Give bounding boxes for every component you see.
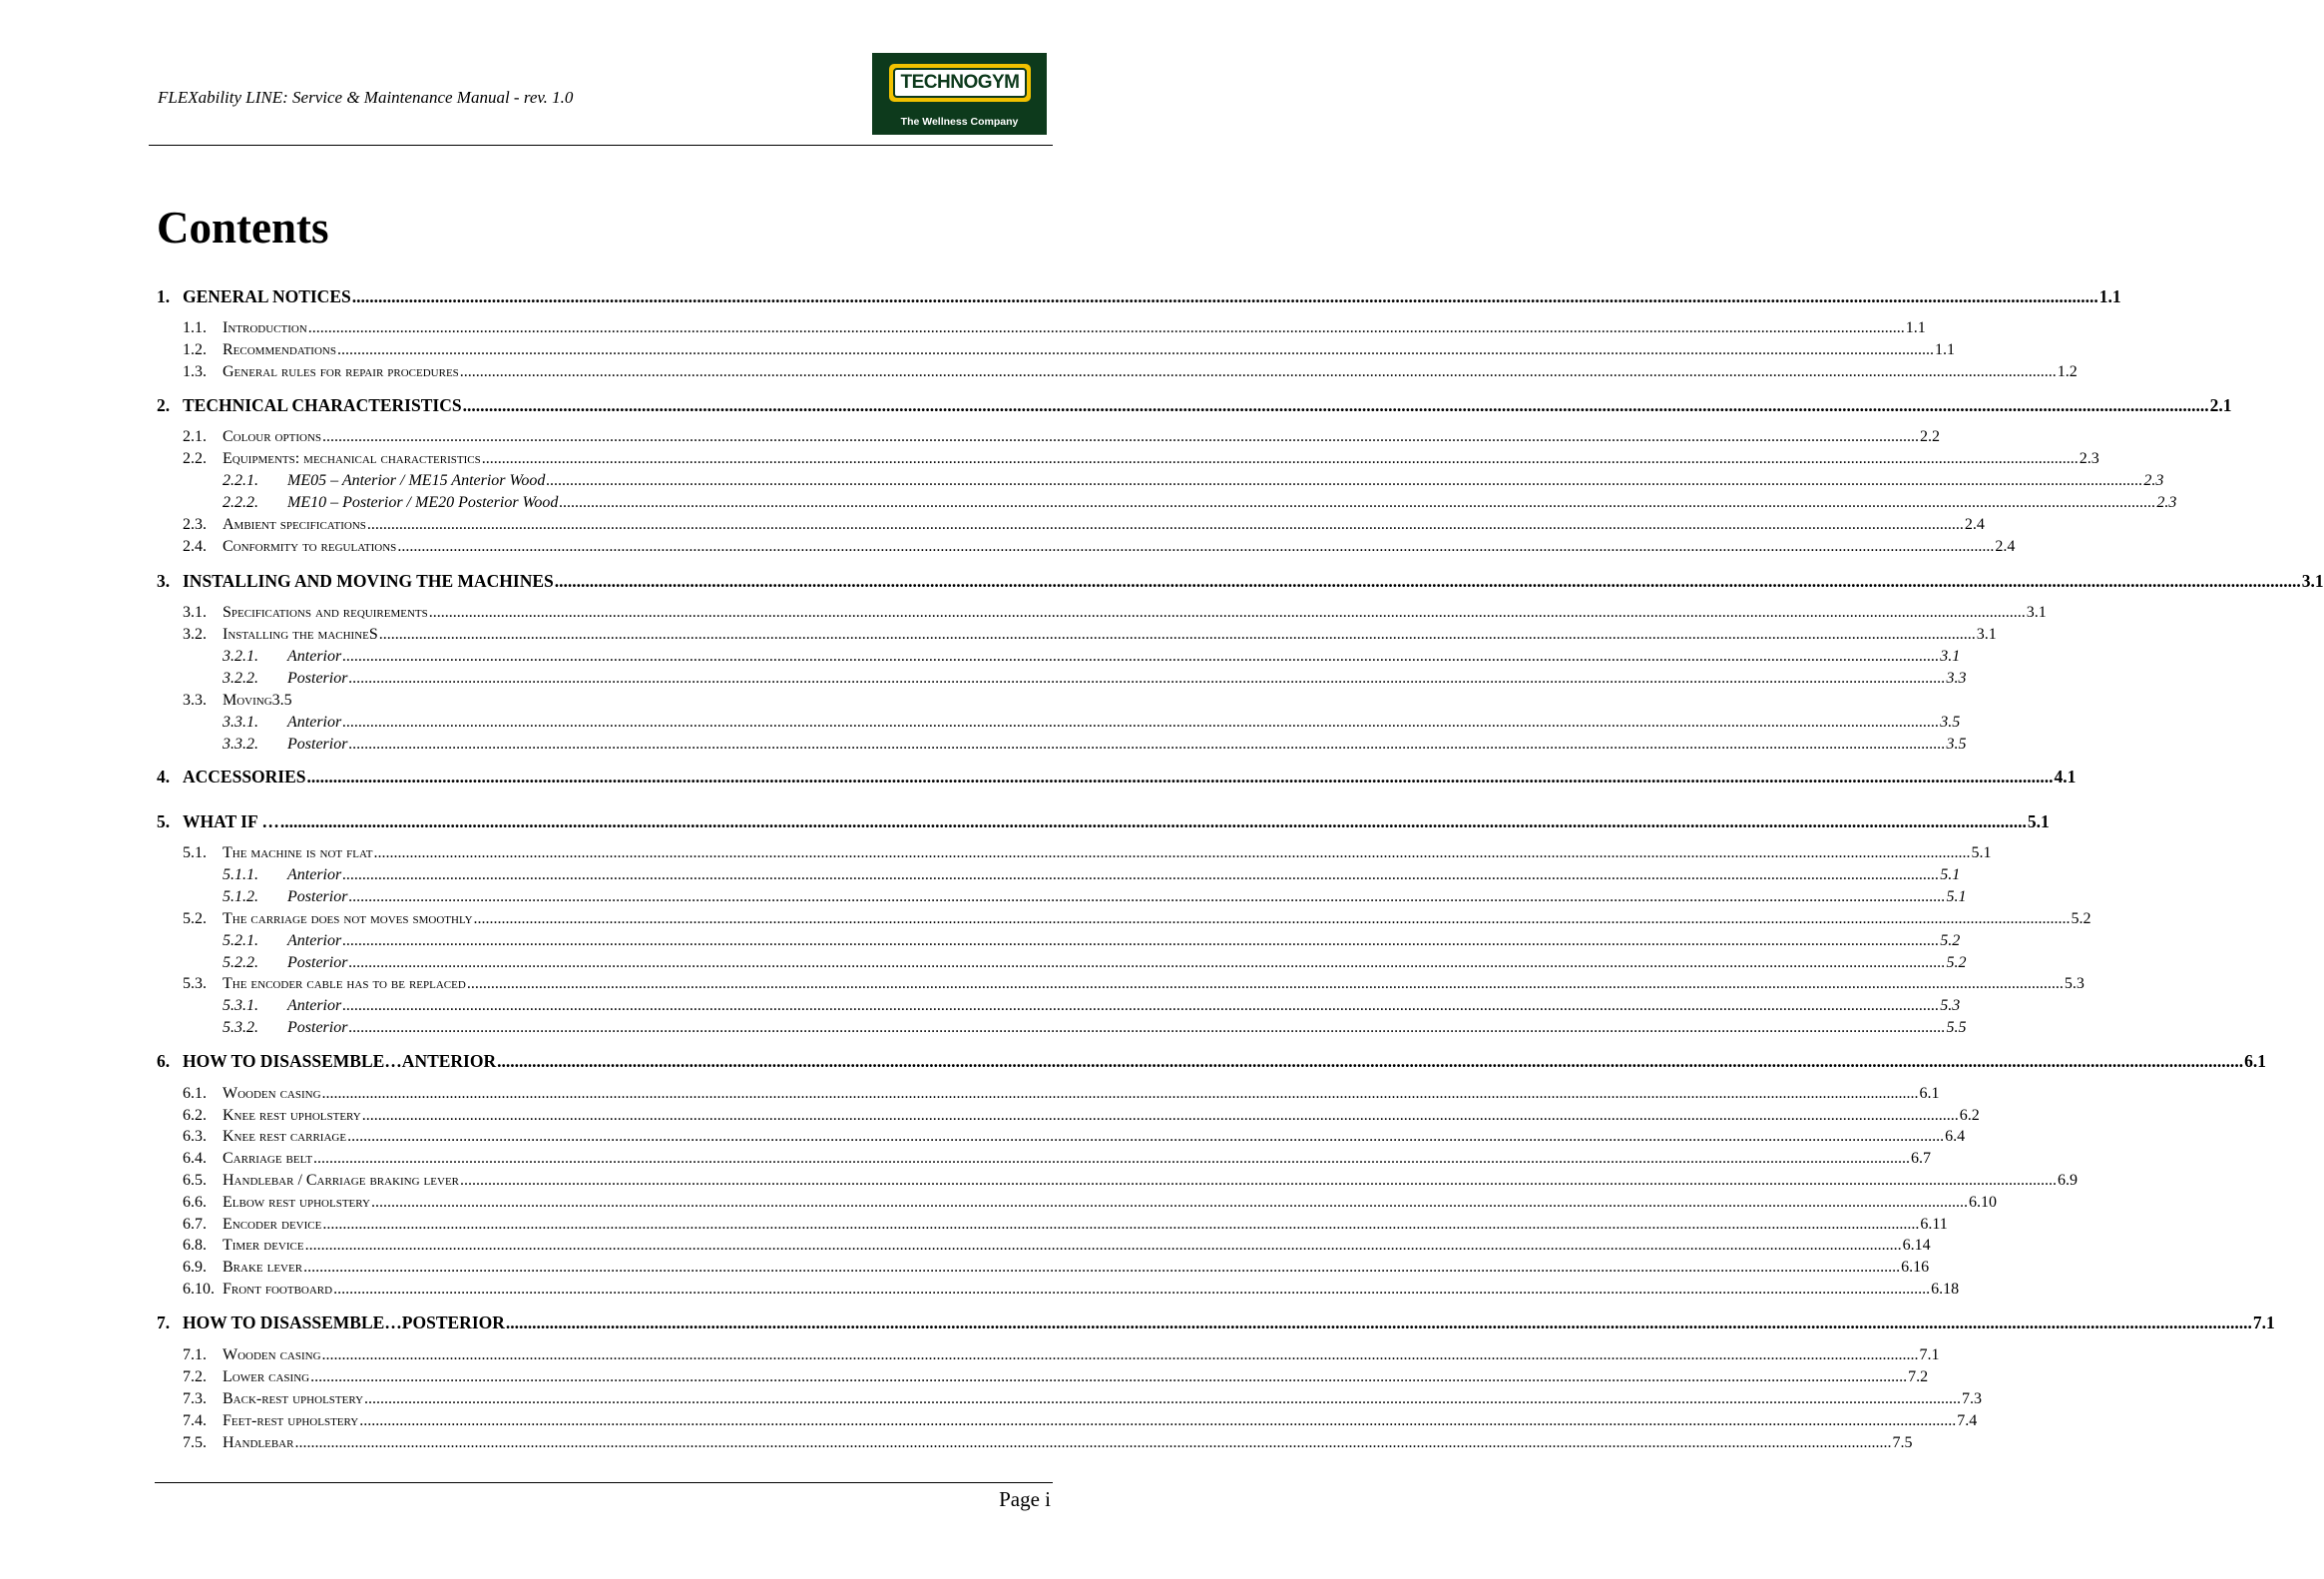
toc-entry-number: 6.3. bbox=[183, 1128, 207, 1145]
toc-entry-number: 4. bbox=[157, 767, 171, 787]
toc-entry-number: 5.2. bbox=[183, 910, 207, 927]
toc-entry-page: 6.11 bbox=[1920, 1216, 1948, 1233]
toc-entry-level-2[interactable] bbox=[183, 910, 2092, 928]
toc-dot-leader: ................................................................................................................................................................................................................................................................................................................................................................................................................ bbox=[497, 1051, 2244, 1071]
toc-entry-page: 5.5 bbox=[1946, 1019, 1967, 1036]
toc-entry-number: 6.1. bbox=[183, 1085, 207, 1102]
toc-entry-number: 5.2.2. bbox=[223, 954, 258, 971]
toc-entry-number: 5.2.1. bbox=[223, 932, 258, 949]
toc-entry-title: Posterior bbox=[287, 954, 348, 971]
toc-entry-title: The carriage does not moves smoothly bbox=[223, 910, 473, 927]
toc-entry-level-2[interactable] bbox=[183, 516, 1985, 534]
toc-entry-page: 5.2 bbox=[1946, 954, 1967, 971]
toc-dot-leader: ................................................................................................................................................................................................................................................................................................................................................................................................................ bbox=[310, 1368, 1908, 1385]
toc-entry-number: 7.2. bbox=[183, 1368, 207, 1385]
toc-dot-leader: ................................................................................................................................................................................................................................................................................................................................................................................................................ bbox=[322, 428, 1920, 445]
toc-entry-number: 6. bbox=[157, 1051, 171, 1071]
toc-entry-number: 2.2.2. bbox=[223, 494, 258, 511]
toc-dot-leader: ................................................................................................................................................................................................................................................................................................................................................................................................................ bbox=[348, 888, 1946, 905]
toc-dot-leader: ................................................................................................................................................................................................................................................................................................................................................................................................................ bbox=[366, 516, 1964, 533]
toc-entry-page: 5.1 bbox=[1946, 888, 1967, 905]
toc-entry-title: The machine is not flat bbox=[223, 844, 373, 861]
toc-dot-leader: ................................................................................................................................................................................................................................................................................................................................................................................................................ bbox=[559, 494, 2156, 511]
toc-dot-leader: ................................................................................................................................................................................................................................................................................................................................................................................................................ bbox=[462, 395, 2209, 415]
toc-entry-title: Anterior bbox=[287, 648, 342, 665]
toc-dot-leader: ................................................................................................................................................................................................................................................................................................................................................................................................................ bbox=[333, 1281, 1931, 1298]
toc-entry-title: Recommendations bbox=[223, 341, 336, 358]
toc-entry-level-3[interactable] bbox=[223, 714, 1961, 732]
toc-entry-number: 2.2. bbox=[183, 450, 207, 467]
toc-entry-level-1[interactable] bbox=[157, 286, 2121, 307]
toc-dot-leader: ................................................................................................................................................................................................................................................................................................................................................................................................................ bbox=[348, 736, 1946, 753]
toc-entry-title: Knee rest carriage bbox=[223, 1128, 347, 1145]
toc-entry-title: Handlebar / Carriage braking lever bbox=[223, 1172, 459, 1189]
page-title: Contents bbox=[157, 203, 329, 253]
toc-entry-title: Timer device bbox=[223, 1237, 304, 1254]
toc-entry-number: 7.5. bbox=[183, 1434, 207, 1451]
toc-entry-title: HOW TO DISASSEMBLE…POSTERIOR bbox=[183, 1313, 505, 1332]
toc-entry-title: Posterior bbox=[287, 670, 348, 687]
toc-dot-leader: ................................................................................................................................................................................................................................................................................................................................................................................................................ bbox=[336, 341, 1934, 358]
toc-entry-number: 5.3.1. bbox=[223, 997, 258, 1014]
toc-entry-title: Wooden casing bbox=[223, 1346, 321, 1363]
toc-entry-page: 2.4 bbox=[1995, 538, 2016, 555]
toc-dot-leader: ................................................................................................................................................................................................................................................................................................................................................................................................................ bbox=[459, 363, 2057, 380]
toc-dot-leader: ................................................................................................................................................................................................................................................................................................................................................................................................................ bbox=[348, 954, 1946, 971]
toc-entry-page: 1.1 bbox=[1905, 319, 1926, 336]
toc-entry-level-2[interactable] bbox=[183, 1172, 2078, 1190]
toc-entry-level-2[interactable] bbox=[183, 450, 2099, 468]
toc-entry-page: 3.5 bbox=[1946, 736, 1967, 753]
toc-entry-page: 6.10 bbox=[1968, 1194, 1997, 1211]
footer-divider bbox=[155, 1482, 1053, 1483]
toc-entry-title: The encoder cable has to be replaced bbox=[223, 975, 466, 992]
toc-entry-number: 2.4. bbox=[183, 538, 207, 555]
toc-entry-level-2[interactable] bbox=[183, 604, 2047, 622]
toc-entry-page: 6.16 bbox=[1901, 1259, 1930, 1276]
toc-entry-page: 2.3 bbox=[2143, 472, 2164, 489]
toc-entry-number: 7.1. bbox=[183, 1346, 207, 1363]
toc-entry-level-1[interactable] bbox=[157, 571, 2324, 592]
toc-entry-title: Anterior bbox=[287, 714, 342, 731]
toc-entry-page: 5.1 bbox=[1940, 866, 1961, 883]
toc-entry-level-3[interactable] bbox=[223, 932, 1961, 950]
toc-dot-leader: ................................................................................................................................................................................................................................................................................................................................................................................................................ bbox=[348, 670, 1946, 687]
toc-entry-title: ACCESSORIES bbox=[183, 767, 306, 787]
toc-entry-title: Conformity to regulations bbox=[223, 538, 397, 555]
toc-entry-level-2[interactable] bbox=[183, 1150, 1932, 1168]
toc-entry-page: 5.3 bbox=[2064, 975, 2085, 992]
toc-dot-leader: ................................................................................................................................................................................................................................................................................................................................................................................................................ bbox=[505, 1313, 2252, 1332]
toc-entry-number: 2.3. bbox=[183, 516, 207, 533]
toc-entry-level-3[interactable] bbox=[223, 494, 2177, 512]
toc-entry-level-2[interactable] bbox=[183, 1194, 1997, 1212]
toc-entry-level-2[interactable] bbox=[183, 1107, 1980, 1125]
toc-entry-title: Back-rest upholstery bbox=[223, 1390, 364, 1407]
toc-entry-page: 5.1 bbox=[2027, 811, 2050, 831]
toc-dot-leader: ................................................................................................................................................................................................................................................................................................................................................................................................................ bbox=[313, 1150, 1911, 1167]
toc-entry-number: 6.5. bbox=[183, 1172, 207, 1189]
toc-entry-level-2[interactable] bbox=[183, 1281, 1960, 1299]
toc-entry-number: 7.3. bbox=[183, 1390, 207, 1407]
toc-entry-title: Elbow rest upholstery bbox=[223, 1194, 370, 1211]
toc-entry-level-3[interactable] bbox=[223, 866, 1961, 884]
toc-entry-page: 1.2 bbox=[2057, 363, 2078, 380]
page-number: Page i bbox=[999, 1487, 1051, 1511]
toc-dot-leader: ................................................................................................................................................................................................................................................................................................................................................................................................................ bbox=[554, 571, 2301, 591]
toc-entry-number: 3.2. bbox=[183, 626, 207, 643]
toc-entry-level-2[interactable] bbox=[183, 975, 2085, 993]
toc-entry-title: Anterior bbox=[287, 997, 342, 1014]
toc-entry-page: 1.1 bbox=[1934, 341, 1955, 358]
toc-entry-title: Carriage belt bbox=[223, 1150, 313, 1167]
toc-dot-leader: ................................................................................................................................................................................................................................................................................................................................................................................................................ bbox=[397, 538, 1995, 555]
toc-entry-number: 5.3.2. bbox=[223, 1019, 258, 1036]
toc-entry-number: 7.4. bbox=[183, 1412, 207, 1429]
toc-dot-leader: ................................................................................................................................................................................................................................................................................................................................................................................................................ bbox=[342, 932, 1940, 949]
toc-entry-number: 5.1.1. bbox=[223, 866, 258, 883]
toc-entry-number: 5.3. bbox=[183, 975, 207, 992]
toc-entry-title: Posterior bbox=[287, 888, 348, 905]
toc-entry-title: GENERAL NOTICES bbox=[183, 286, 351, 306]
toc-entry-level-2[interactable] bbox=[183, 1368, 1929, 1386]
toc-dot-leader: ................................................................................................................................................................................................................................................................................................................................................................................................................ bbox=[307, 319, 1905, 336]
toc-entry-number: 3.3.2. bbox=[223, 736, 258, 753]
toc-entry-level-3[interactable] bbox=[223, 1019, 1967, 1037]
toc-entry-number: 3.3.1. bbox=[223, 714, 258, 731]
toc-entry-level-2[interactable] bbox=[183, 341, 1955, 359]
toc-entry-number: 2.2.1. bbox=[223, 472, 258, 489]
toc-entry-page: 6.18 bbox=[1931, 1281, 1960, 1298]
toc-dot-leader: ................................................................................................................................................................................................................................................................................................................................................................................................................ bbox=[347, 1128, 1945, 1145]
logo-tagline: The Wellness Company bbox=[900, 116, 1019, 128]
toc-dot-leader: ................................................................................................................................................................................................................................................................................................................................................................................................................ bbox=[304, 1237, 1902, 1254]
toc-entry-number: 6.8. bbox=[183, 1237, 207, 1254]
toc-dot-leader: ................................................................................................................................................................................................................................................................................................................................................................................................................ bbox=[321, 1085, 1919, 1102]
toc-entry-level-2[interactable] bbox=[183, 1390, 1983, 1408]
toc-entry-page: 5.3 bbox=[1940, 997, 1961, 1014]
toc-entry-page: 6.7 bbox=[1911, 1150, 1932, 1167]
toc-entry-number: 3.2.2. bbox=[223, 670, 258, 687]
toc-entry-page: 7.1 bbox=[1919, 1346, 1940, 1363]
toc-entry-level-3[interactable] bbox=[223, 670, 1967, 688]
toc-dot-leader: ................................................................................................................................................................................................................................................................................................................................................................................................................ bbox=[279, 811, 2027, 831]
toc-dot-leader: ................................................................................................................................................................................................................................................................................................................................................................................................................ bbox=[481, 450, 2079, 467]
toc-entry-level-2[interactable] bbox=[183, 363, 2078, 381]
toc-entry-number: 5. bbox=[157, 811, 171, 831]
toc-entry-number: 5.1. bbox=[183, 844, 207, 861]
toc-entry-level-2[interactable] bbox=[183, 1237, 1931, 1255]
toc-entry-title: Moving3.5 bbox=[223, 692, 292, 709]
toc-entry-title: Lower casing bbox=[223, 1368, 310, 1385]
toc-entry-number: 1.1. bbox=[183, 319, 207, 336]
toc-entry-title: Knee rest upholstery bbox=[223, 1107, 361, 1124]
toc-entry-level-3[interactable] bbox=[223, 648, 1961, 666]
toc-entry-page: 6.1 bbox=[1919, 1085, 1940, 1102]
toc-dot-leader: ................................................................................................................................................................................................................................................................................................................................................................................................................ bbox=[370, 1194, 1968, 1211]
toc-entry-page: 5.2 bbox=[2071, 910, 2092, 927]
document-header-title: FLEXability LINE: Service & Maintenance Manual - rev. 1.0 bbox=[158, 88, 574, 107]
toc-entry-title: Encoder device bbox=[223, 1216, 322, 1233]
toc-entry-level-2[interactable] bbox=[183, 844, 1992, 862]
toc-entry-page: 2.4 bbox=[1964, 516, 1985, 533]
toc-entry-level-3[interactable] bbox=[223, 472, 2164, 490]
toc-dot-leader: ................................................................................................................................................................................................................................................................................................................................................................................................................ bbox=[321, 1346, 1919, 1363]
toc-entry-page: 7.2 bbox=[1908, 1368, 1929, 1385]
toc-entry-level-1[interactable] bbox=[157, 1051, 2266, 1072]
toc-entry-level-2[interactable] bbox=[183, 319, 1926, 337]
toc-entry-level-2[interactable] bbox=[183, 1085, 1940, 1103]
toc-entry-title: ME10 – Posterior / ME20 Posterior Wood bbox=[287, 494, 559, 511]
toc-entry-page: 6.14 bbox=[1902, 1237, 1931, 1254]
logo-wordmark: TECHNOGYM bbox=[893, 68, 1027, 98]
toc-dot-leader: ................................................................................................................................................................................................................................................................................................................................................................................................................ bbox=[342, 648, 1940, 665]
toc-entry-title: INSTALLING AND MOVING THE MACHINES bbox=[183, 571, 554, 591]
toc-entry-page: 2.3 bbox=[2079, 450, 2099, 467]
toc-dot-leader: ................................................................................................................................................................................................................................................................................................................................................................................................................ bbox=[378, 626, 1976, 643]
toc-entry-number: 3.2.1. bbox=[223, 648, 258, 665]
toc-entry-page: 6.2 bbox=[1959, 1107, 1980, 1124]
toc-entry-title: Ambient specifications bbox=[223, 516, 366, 533]
toc-dot-leader: ................................................................................................................................................................................................................................................................................................................................................................................................................ bbox=[306, 767, 2054, 787]
toc-entry-level-3[interactable] bbox=[223, 997, 1961, 1015]
toc-dot-leader: ................................................................................................................................................................................................................................................................................................................................................................................................................ bbox=[342, 997, 1940, 1014]
toc-dot-leader: ................................................................................................................................................................................................................................................................................................................................................................................................................ bbox=[428, 604, 2026, 621]
toc-entry-title: Posterior bbox=[287, 736, 348, 753]
toc-entry-page: 3.1 bbox=[2301, 571, 2324, 591]
toc-entry-title: Anterior bbox=[287, 866, 342, 883]
toc-dot-leader: ................................................................................................................................................................................................................................................................................................................................................................................................................ bbox=[466, 975, 2064, 992]
toc-entry-page: 1.1 bbox=[2098, 286, 2121, 306]
toc-dot-leader: ................................................................................................................................................................................................................................................................................................................................................................................................................ bbox=[361, 1107, 1959, 1124]
toc-dot-leader: ................................................................................................................................................................................................................................................................................................................................................................................................................ bbox=[373, 844, 1971, 861]
toc-entry-level-3[interactable] bbox=[223, 736, 1967, 754]
toc-entry-number: 2.1. bbox=[183, 428, 207, 445]
toc-entry-number: 1.2. bbox=[183, 341, 207, 358]
toc-entry-page: 5.1 bbox=[1971, 844, 1992, 861]
toc-entry-level-2[interactable] bbox=[183, 626, 1997, 644]
toc-dot-leader: ................................................................................................................................................................................................................................................................................................................................................................................................................ bbox=[322, 1216, 1920, 1233]
toc-entry-title: WHAT IF … bbox=[183, 811, 279, 831]
toc-entry-title: Installing the machineS bbox=[223, 626, 378, 643]
toc-dot-leader: ................................................................................................................................................................................................................................................................................................................................................................................................................ bbox=[342, 714, 1940, 731]
toc-entry-page: 7.1 bbox=[2252, 1313, 2275, 1332]
toc-entry-level-1[interactable] bbox=[157, 811, 2050, 832]
toc-entry-level-1[interactable] bbox=[157, 767, 2077, 788]
toc-entry-level-2[interactable] bbox=[183, 1434, 1913, 1452]
toc-dot-leader: ................................................................................................................................................................................................................................................................................................................................................................................................................ bbox=[473, 910, 2071, 927]
toc-entry-level-1[interactable] bbox=[157, 1313, 2275, 1333]
toc-entry-page: 3.1 bbox=[2026, 604, 2047, 621]
toc-entry-level-1[interactable] bbox=[157, 395, 2232, 416]
toc-entry-level-2[interactable] bbox=[183, 1216, 1948, 1234]
toc-entry-number: 6.10. bbox=[183, 1281, 215, 1298]
toc-entry-level-2[interactable] bbox=[183, 1128, 1966, 1146]
toc-entry-title: Front footboard bbox=[223, 1281, 333, 1298]
toc-entry-page: 4.1 bbox=[2054, 767, 2077, 787]
toc-entry-number: 6.7. bbox=[183, 1216, 207, 1233]
toc-entry-level-2[interactable] bbox=[183, 428, 1941, 446]
toc-entry-title: General rules for repair procedures bbox=[223, 363, 459, 380]
toc-entry-page: 7.5 bbox=[1892, 1434, 1913, 1451]
toc-entry-level-2[interactable] bbox=[183, 1412, 1978, 1430]
toc-entry-level-2[interactable] bbox=[183, 692, 1048, 710]
toc-entry-page: 2.1 bbox=[2209, 395, 2232, 415]
toc-entry-title: Feet-rest upholstery bbox=[223, 1412, 359, 1429]
toc-dot-leader: ................................................................................................................................................................................................................................................................................................................................................................................................................ bbox=[359, 1412, 1957, 1429]
toc-entry-number: 1.3. bbox=[183, 363, 207, 380]
toc-entry-title: Brake lever bbox=[223, 1259, 303, 1276]
toc-entry-title: Specifications and requirements bbox=[223, 604, 428, 621]
toc-entry-page: 3.1 bbox=[1976, 626, 1997, 643]
toc-entry-level-2[interactable] bbox=[183, 1259, 1930, 1277]
toc-entry-number: 2. bbox=[157, 395, 171, 415]
toc-entry-page: 2.2 bbox=[1920, 428, 1941, 445]
toc-entry-number: 3.1. bbox=[183, 604, 207, 621]
toc-entry-page: 3.1 bbox=[1940, 648, 1961, 665]
toc-entry-page: 3.5 bbox=[1940, 714, 1961, 731]
toc-entry-title: Handlebar bbox=[223, 1434, 294, 1451]
toc-entry-level-2[interactable] bbox=[183, 538, 2016, 556]
toc-entry-page: 3.3 bbox=[1946, 670, 1967, 687]
toc-entry-title: Introduction bbox=[223, 319, 307, 336]
toc-entry-page: 7.4 bbox=[1957, 1412, 1978, 1429]
toc-entry-number: 6.4. bbox=[183, 1150, 207, 1167]
toc-entry-number: 7. bbox=[157, 1313, 171, 1332]
toc-entry-number: 5.1.2. bbox=[223, 888, 258, 905]
toc-dot-leader: ................................................................................................................................................................................................................................................................................................................................................................................................................ bbox=[294, 1434, 1892, 1451]
toc-entry-page: 7.3 bbox=[1962, 1390, 1983, 1407]
toc-entry-title: HOW TO DISASSEMBLE…ANTERIOR bbox=[183, 1051, 497, 1071]
toc-entry-level-2[interactable] bbox=[183, 1346, 1940, 1364]
toc-entry-page: 6.1 bbox=[2244, 1051, 2266, 1071]
toc-entry-number: 3.3. bbox=[183, 692, 207, 709]
toc-entry-title: Wooden casing bbox=[223, 1085, 321, 1102]
toc-dot-leader: ................................................................................................................................................................................................................................................................................................................................................................................................................ bbox=[348, 1019, 1946, 1036]
toc-dot-leader: ................................................................................................................................................................................................................................................................................................................................................................................................................ bbox=[546, 472, 2143, 489]
toc-entry-title: Colour options bbox=[223, 428, 322, 445]
toc-dot-leader: ................................................................................................................................................................................................................................................................................................................................................................................................................ bbox=[303, 1259, 1901, 1276]
toc-entry-page: 2.3 bbox=[2156, 494, 2177, 511]
toc-entry-level-3[interactable] bbox=[223, 954, 1967, 972]
toc-entry-title: Anterior bbox=[287, 932, 342, 949]
toc-entry-number: 6.9. bbox=[183, 1259, 207, 1276]
toc-entry-number: 3. bbox=[157, 571, 171, 591]
toc-dot-leader: ................................................................................................................................................................................................................................................................................................................................................................................................................ bbox=[460, 1172, 2057, 1189]
toc-entry-title: TECHNICAL CHARACTERISTICS bbox=[183, 395, 462, 415]
toc-entry-number: 6.6. bbox=[183, 1194, 207, 1211]
toc-entry-number: 1. bbox=[157, 286, 171, 306]
toc-entry-title: Equipments: mechanical characteristics bbox=[223, 450, 481, 467]
toc-entry-page: 6.9 bbox=[2058, 1172, 2078, 1189]
toc-dot-leader: ................................................................................................................................................................................................................................................................................................................................................................................................................ bbox=[364, 1390, 1962, 1407]
toc-entry-page: 6.4 bbox=[1945, 1128, 1966, 1145]
toc-entry-page: 5.2 bbox=[1940, 932, 1961, 949]
toc-entry-title: ME05 – Anterior / ME15 Anterior Wood bbox=[287, 472, 546, 489]
toc-entry-number: 6.2. bbox=[183, 1107, 207, 1124]
toc-dot-leader: ................................................................................................................................................................................................................................................................................................................................................................................................................ bbox=[342, 866, 1940, 883]
toc-dot-leader: ................................................................................................................................................................................................................................................................................................................................................................................................................ bbox=[351, 286, 2098, 306]
toc-entry-title: Posterior bbox=[287, 1019, 348, 1036]
toc-entry-level-3[interactable] bbox=[223, 888, 1967, 906]
